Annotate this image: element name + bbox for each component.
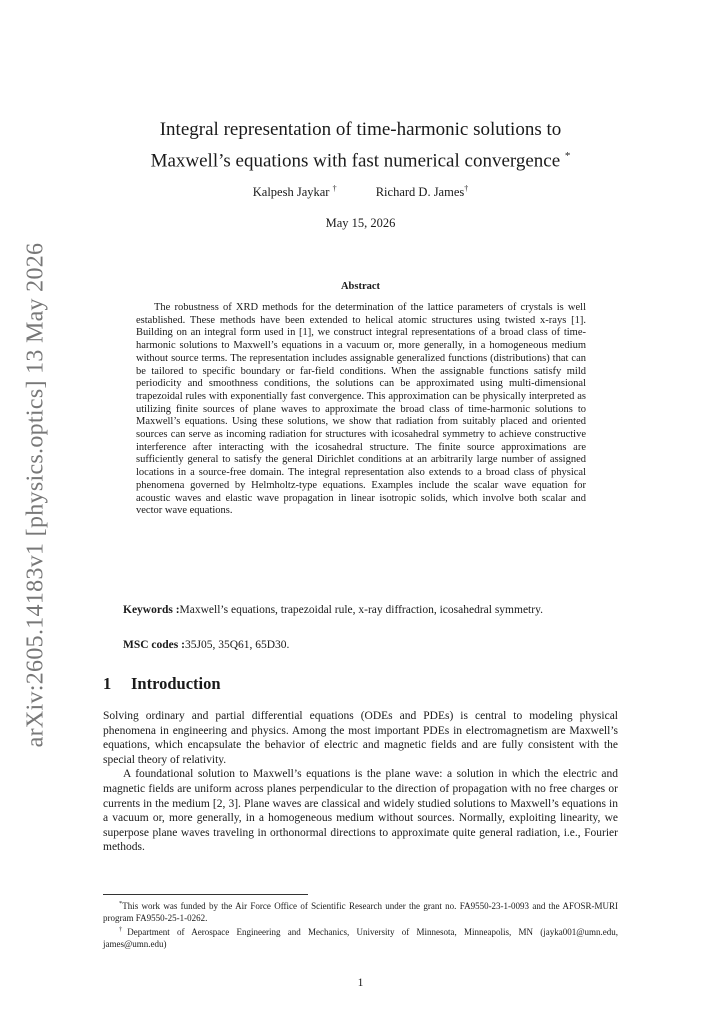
section-number: 1 (103, 674, 112, 693)
keywords-label: Keywords : (123, 604, 180, 616)
footnotes (103, 898, 618, 950)
footnote (103, 924, 618, 950)
author-footnote-mark: † (332, 184, 337, 193)
arxiv-identifier-stamp (16, 242, 56, 748)
abstract-heading: Abstract (340, 281, 381, 292)
footnote-mark: † (119, 926, 128, 933)
title-footnote-mark: * (564, 150, 571, 162)
footnote-text: This work was funded by the Air Force Office of Scientific Research under the grant no. FA9550-23-1-0093 and the AFOSR-MURI program FA9550-25-1-0262. (103, 901, 618, 923)
footnote (103, 898, 618, 924)
footnote-text: Department of Aerospace Engineering and Mechanics, University of Minnesota, Minneapolis, MN (jayka001@umn.edu, james@umn.edu) (103, 927, 619, 949)
footnote-mark: * (119, 900, 123, 907)
msc-text: 35J05, 35Q61, 65D30. (184, 639, 290, 651)
section-title: Introduction (131, 674, 221, 693)
title-line-1: Integral representation of time-harmonic solutions to (159, 119, 562, 140)
keywords-line (103, 603, 618, 617)
footnote-divider (103, 894, 308, 895)
paragraph: A foundational solution to Maxwell’s equations is the plane wave: a solution in which the electric and magnetic fields are uniform across planes perpendicular to the direction of propagation with no free charges or currents in the medium [2, 3]. Plane waves are classical and widely studied solutions to Maxwell’s equations in a vacuum or, more generally, in a homogeneous medium without sources. Normally, exploiting linearity, we superpose plane waves traveling in orthonormal directions to approximate quite general radiation, i.e., Fourier methods. (103, 768, 618, 854)
paper-title (100, 117, 621, 174)
author-name: Kalpesh Jaykar (252, 185, 330, 200)
msc-codes-line (103, 638, 618, 652)
author-2 (376, 184, 469, 200)
paragraph: Solving ordinary and partial differential equations (ODEs and PDEs) is central to modeling physical phenomena in engineering and physics. Among the most important PDEs in electromagnetism are Maxwell’s equations, which encapsulate the behavior of electric and magnetic fields and are fully consistent with the special theory of relativity. (103, 710, 618, 766)
author-footnote-mark: † (464, 184, 469, 193)
section-heading-introduction (103, 674, 221, 694)
keywords-text: Maxwell’s equations, trapezoidal rule, x-ray diffraction, icosahedral symmetry. (179, 604, 543, 616)
introduction-body (103, 709, 618, 855)
page-number: 1 (357, 977, 364, 989)
author-name: Richard D. James (375, 185, 465, 200)
abstract-text: The robustness of XRD methods for the determination of the lattice parameters of crystals is well established. These methods have been extended to helical atomic structures using twisted x-rays [1]. Building on an integral form used in [1], we construct integral representations of a broad class of time-harmonic solutions to Maxwell’s equations in a vacuum or, more generally, in a homogeneous medium without source terms. The representation includes assignable generalized functions (distributions) that can be tailored to specific boundary or far-field conditions. When the assignable functions satisfy mild periodicity and smoothness conditions, the solutions can be approximated using multi-dimensional trapezoidal rules with exponentially fast convergence. This approximation can be physically interpreted as utilizing finite sources of plane waves to approximate the broad class of time-harmonic solutions to Maxwell’s equations. Using these solutions, we show that radiation from suitably placed and oriented sources can serve as incoming radiation for structures with icosahedral symmetry to achieve constructive interference after interacting with the icosahedral structure. The finite source approximations are sufficiently general to satisfy the general Dirichlet conditions at an arbitrarily large number of assigned locations in a source-free domain. The integral representation also extends to a broad class of physical phenomena governed by Helmholtz-type equations. Examples include the scalar wave equation for acoustic waves and elastic wave propagation in linear isotropic solids, which involve both scalar and vector wave equations. (136, 302, 586, 517)
title-line-2: Maxwell’s equations with fast numerical convergence (150, 150, 561, 172)
publication-date: May 15, 2026 (325, 216, 396, 230)
arxiv-identifier-text: arXiv:2605.14183v1 [physics.optics] 13 May 2026 (22, 242, 49, 748)
msc-label: MSC codes : (123, 639, 185, 651)
author-list (100, 184, 621, 200)
author-1 (253, 184, 337, 200)
